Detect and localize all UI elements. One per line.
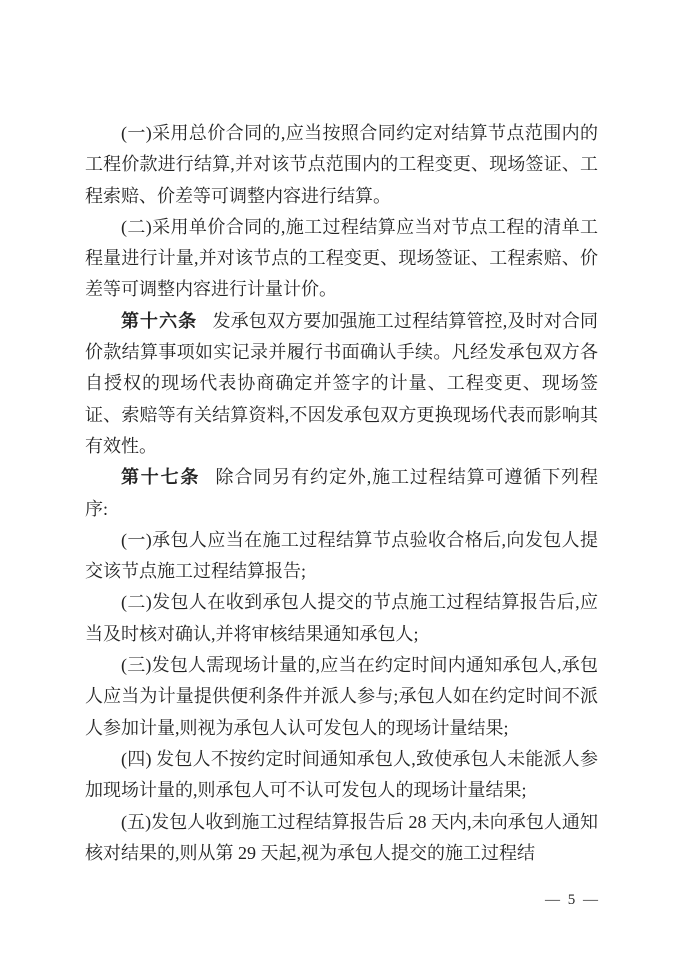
paragraph: [85, 807, 598, 870]
page-number: — 5 —: [545, 892, 600, 908]
paragraph-text: (二)发包人在收到承包人提交的节点施工过程结算报告后,应当及时核对确认,并将审核结果通知承包人;: [85, 592, 598, 644]
article-number: 第十七条: [121, 467, 201, 488]
paragraph-text: (二)采用单价合同的,施工过程结算应当对节点工程的清单工程量进行计量,并对该节点的工程变更、现场签证、工程索赔、价差等可调整内容进行计量计价。: [85, 216, 598, 300]
paragraph-text: 除合同另有约定外,施工过程结算可遵循下列程序:: [85, 467, 598, 519]
paragraph: [85, 525, 598, 588]
paragraph-text: (三)发包人需现场计量的,应当在约定时间内通知承包人,承包人应当为计量提供便利条件并派人参与;承包人如在约定时间不派人参加计量,则视为承包人认可发包人的现场计量结果;: [85, 655, 598, 738]
paragraph: [85, 587, 598, 650]
paragraph: [85, 306, 598, 462]
paragraph: [85, 212, 598, 306]
paragraph-text: (五)发包人收到施工过程结算报告后 28 天内,未向承包人通知核对结果的,则从第 29 天起,视为承包人提交的施工过程结: [85, 811, 598, 863]
paragraph-text: (一)采用总价合同的,应当按照合同约定对结算节点范围内的工程价款进行结算,并对该节点范围内的工程变更、现场签证、工程索赔、价差等可调整内容进行结算。: [85, 123, 598, 206]
paragraph-text: (四) 发包人不按约定时间通知承包人,致使承包人未能派人参加现场计量的,则承包人可不认可发包人的现场计量结果;: [85, 748, 598, 801]
paragraph: [85, 462, 598, 525]
article-number: 第十六条: [121, 310, 198, 331]
paragraph: [85, 118, 598, 212]
paragraph: [85, 744, 598, 807]
paragraph-text: (一)承包人应当在施工过程结算节点验收合格后,向发包人提交该节点施工过程结算报告;: [85, 529, 598, 582]
paragraph: [85, 650, 598, 744]
document-body: [85, 118, 598, 869]
paragraph-text: 发承包双方要加强施工过程结算管控,及时对合同价款结算事项如实记录并履行书面确认手续。凡经发承包双方各自授权的现场代表协商确定并签字的计量、工程变更、现场签证、索赔等有关结算资料,不因发承包双方更换现场代表而影响其有效性。: [85, 310, 599, 456]
